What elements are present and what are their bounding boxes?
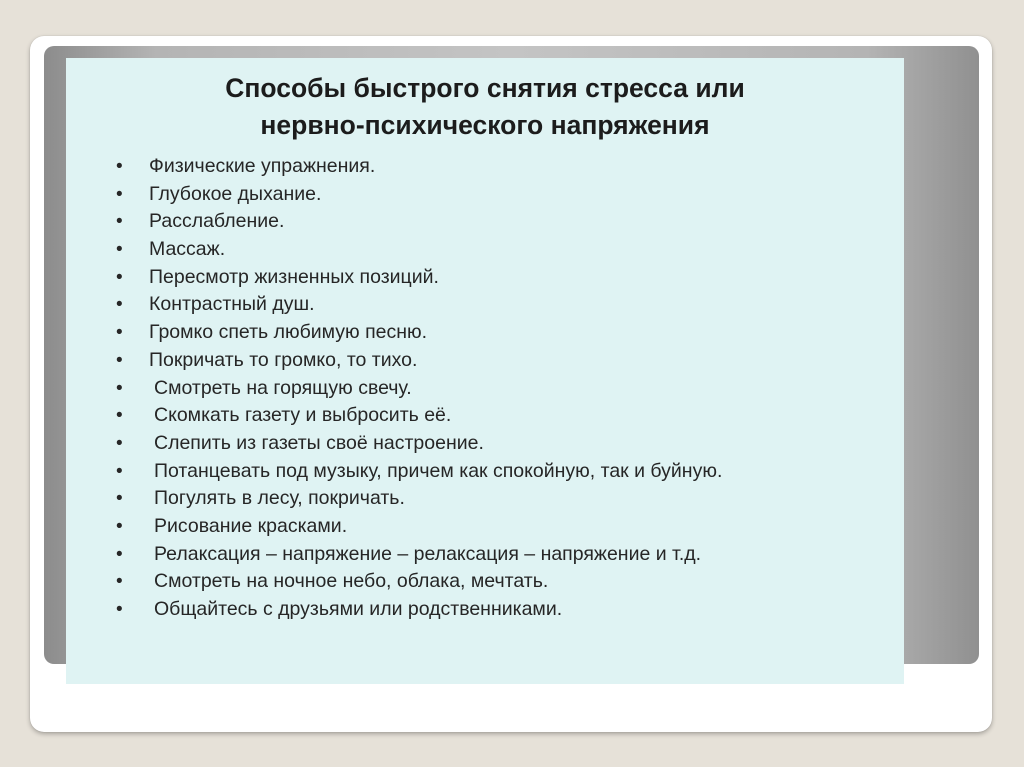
list-item-text: Смотреть на ночное небо, облака, мечтать. [154, 570, 549, 593]
bullet-icon: • [116, 571, 123, 593]
list-item-text: Слепить из газеты своё настроение. [154, 431, 484, 454]
list-item-text: Смотреть на горящую свечу. [154, 376, 412, 399]
list-item-text: Рисование красками. [154, 514, 348, 537]
list-item-text: Покричать то громко, то тихо. [149, 348, 418, 371]
bullet-icon: • [116, 239, 123, 261]
bullet-icon: • [116, 460, 123, 482]
list-item-text: Общайтесь с друзьями или родственниками. [154, 598, 563, 620]
bullet-icon: • [116, 377, 123, 399]
bullet-icon: • [116, 599, 123, 620]
list-item-text: Потанцевать под музыку, причем как спокойную, так и буйную. [154, 459, 723, 482]
list-item-text: Глубокое дыхание. [149, 182, 322, 205]
list-item-text: Пересмотр жизненных позиций. [149, 265, 439, 288]
content-panel [66, 58, 904, 684]
bullet-icon: • [116, 294, 123, 316]
list-item-text: Массаж. [149, 238, 226, 261]
list-item-text: Контрастный душ. [149, 293, 315, 316]
bullet-icon: • [116, 405, 123, 427]
title-line-2: нервно-психического напряжения [260, 110, 710, 140]
bullet-icon: • [116, 488, 123, 510]
bullet-icon: • [116, 515, 123, 537]
title-line-1: Способы быстрого снятия стресса или [225, 73, 745, 103]
bullet-icon: • [116, 211, 123, 233]
bullet-icon: • [116, 266, 123, 288]
bullet-icon: • [116, 349, 123, 371]
list-item-text: Погулять в лесу, покричать. [154, 487, 405, 510]
list-item-text: Громко спеть любимую песню. [149, 321, 428, 344]
list-item-text: Расслабление. [149, 210, 285, 233]
bullet-icon: • [116, 543, 123, 565]
bullet-icon: • [116, 183, 123, 205]
bullet-icon: • [116, 322, 123, 344]
list-item-text: Скомкать газету и выбросить её. [154, 404, 452, 427]
list-item-text: Физические упражнения. [149, 155, 376, 177]
slide-title [66, 70, 904, 144]
list-item-text: Релаксация – напряжение – релаксация – напряжение и т.д. [154, 542, 702, 565]
bullet-icon: • [116, 432, 123, 454]
bullet-icon: • [116, 156, 123, 177]
